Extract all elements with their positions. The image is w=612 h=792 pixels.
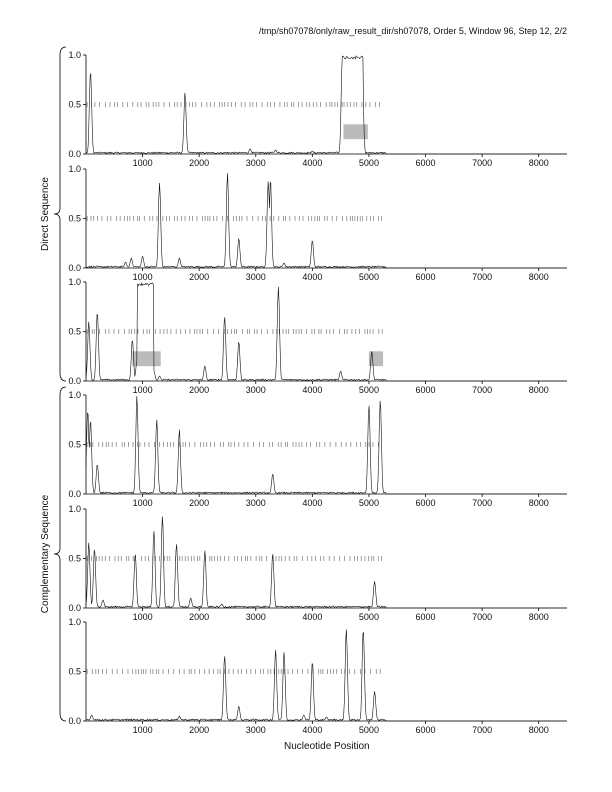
x-tick-label: 1000 (132, 498, 153, 508)
y-tick-label: 0.0 (68, 149, 81, 159)
y-tick-label: 0.5 (68, 326, 81, 337)
y-tick-label: 0.5 (68, 553, 81, 564)
y-tick-label: 0.0 (68, 376, 81, 386)
x-tick-label: 2000 (189, 498, 210, 508)
y-tick-label: 1.0 (68, 277, 81, 287)
series-line (86, 173, 567, 268)
x-tick-label: 8000 (528, 498, 549, 508)
x-tick-label: 7000 (472, 725, 493, 735)
y-tick-label: 1.0 (68, 164, 81, 174)
x-tick-label: 3000 (245, 272, 266, 282)
x-tick-label: 3000 (245, 158, 266, 168)
x-tick-label: 7000 (472, 612, 493, 622)
x-tick-label: 8000 (528, 158, 549, 168)
x-tick-label: 3000 (245, 498, 266, 508)
x-tick-label: 4000 (302, 612, 323, 622)
x-tick-label: 5000 (358, 612, 379, 622)
y-tick-label: 1.0 (68, 617, 81, 627)
x-tick-label: 6000 (415, 725, 436, 735)
x-tick-label: 6000 (415, 385, 436, 395)
x-tick-label: 7000 (472, 272, 493, 282)
x-tick-label: 7000 (472, 498, 493, 508)
x-tick-label: 8000 (528, 385, 549, 395)
x-tick-label: 3000 (245, 385, 266, 395)
x-tick-label: 1000 (132, 272, 153, 282)
x-tick-label: 5000 (358, 272, 379, 282)
x-tick-label: 4000 (302, 725, 323, 735)
y-tick-label: 1.0 (68, 50, 81, 60)
x-tick-label: 7000 (472, 158, 493, 168)
y-tick-label: 0.5 (68, 99, 81, 110)
series-line (86, 517, 567, 609)
x-tick-label: 5000 (358, 725, 379, 735)
group-brace (54, 47, 66, 381)
group-brace (54, 387, 66, 721)
y-tick-label: 0.0 (68, 603, 81, 613)
x-tick-label: 6000 (415, 612, 436, 622)
y-tick-label: 0.5 (68, 666, 81, 677)
x-tick-label: 2000 (189, 158, 210, 168)
x-tick-label: 1000 (132, 385, 153, 395)
y-tick-label: 1.0 (68, 390, 81, 400)
x-tick-label: 6000 (415, 498, 436, 508)
group-label: Complementary Sequence (40, 494, 51, 614)
series-line (86, 630, 567, 722)
x-tick-label: 1000 (132, 725, 153, 735)
x-axis-title: Nucleotide Position (284, 741, 370, 752)
x-tick-label: 2000 (189, 272, 210, 282)
x-tick-label: 8000 (528, 725, 549, 735)
y-tick-label: 0.0 (68, 716, 81, 726)
x-tick-label: 8000 (528, 612, 549, 622)
x-tick-label: 8000 (528, 272, 549, 282)
x-tick-label: 4000 (302, 158, 323, 168)
page-title: /tmp/sh07078/only/raw_result_dir/sh07078, Order 5, Window 96, Step 12, 2/2 (258, 26, 567, 36)
x-tick-label: 4000 (302, 385, 323, 395)
x-tick-label: 5000 (358, 158, 379, 168)
y-tick-label: 0.0 (68, 489, 81, 499)
y-tick-label: 0.0 (68, 263, 81, 273)
x-tick-label: 2000 (189, 385, 210, 395)
x-tick-label: 5000 (358, 498, 379, 508)
x-tick-label: 4000 (302, 498, 323, 508)
x-tick-label: 3000 (245, 725, 266, 735)
x-tick-label: 2000 (189, 612, 210, 622)
x-tick-label: 7000 (472, 385, 493, 395)
y-tick-label: 1.0 (68, 504, 81, 514)
group-label: Direct Sequence (40, 177, 51, 251)
x-tick-label: 3000 (245, 612, 266, 622)
x-tick-label: 6000 (415, 158, 436, 168)
x-tick-label: 5000 (358, 385, 379, 395)
series-line (86, 396, 567, 494)
x-tick-label: 4000 (302, 272, 323, 282)
x-tick-label: 2000 (189, 725, 210, 735)
y-tick-label: 0.5 (68, 213, 81, 224)
y-tick-label: 0.5 (68, 439, 81, 450)
x-tick-label: 1000 (132, 612, 153, 622)
x-tick-label: 6000 (415, 272, 436, 282)
x-tick-label: 1000 (132, 158, 153, 168)
